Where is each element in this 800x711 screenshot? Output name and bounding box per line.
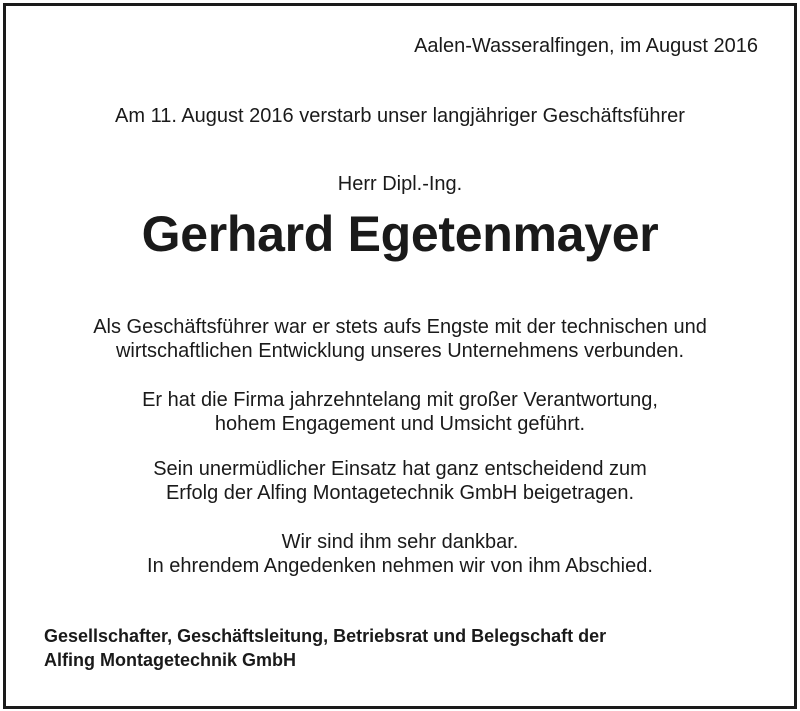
farewell-paragraph (0, 530, 800, 578)
place-date: Aalen-Wasseralfingen, im August 2016 (414, 35, 758, 57)
deceased-name: Gerhard Egetenmayer (141, 206, 659, 262)
tribute-paragraph (0, 457, 800, 505)
signature-block (44, 624, 606, 672)
tribute-line: hohem Engagement und Umsicht geführt. (214, 413, 586, 435)
tribute-paragraph (0, 388, 800, 436)
signature-line: Alfing Montagetechnik GmbH (44, 650, 296, 670)
farewell-line: In ehrendem Angedenken nehmen wir von ihm Abschied. (147, 555, 653, 577)
intro-text: Am 11. August 2016 verstarb unser langjähriger Geschäftsführer (115, 105, 685, 127)
tribute-line: Als Geschäftsführer war er stets aufs Engste mit der technischen und (93, 316, 707, 338)
tribute-line: Er hat die Firma jahrzehntelang mit großer Verantwortung, (142, 389, 658, 411)
farewell-line: Wir sind ihm sehr dankbar. (281, 531, 519, 553)
tribute-line: wirtschaftlichen Entwicklung unseres Unternehmens verbunden. (115, 340, 685, 362)
tribute-paragraph (0, 315, 800, 363)
signature-line: Gesellschafter, Geschäftsleitung, Betriebsrat und Belegschaft der (44, 626, 607, 646)
honorific-title: Herr Dipl.-Ing. (337, 173, 463, 195)
tribute-line: Erfolg der Alfing Montagetechnik GmbH beigetragen. (165, 482, 635, 504)
tribute-line: Sein unermüdlicher Einsatz hat ganz entscheidend zum (153, 458, 647, 480)
